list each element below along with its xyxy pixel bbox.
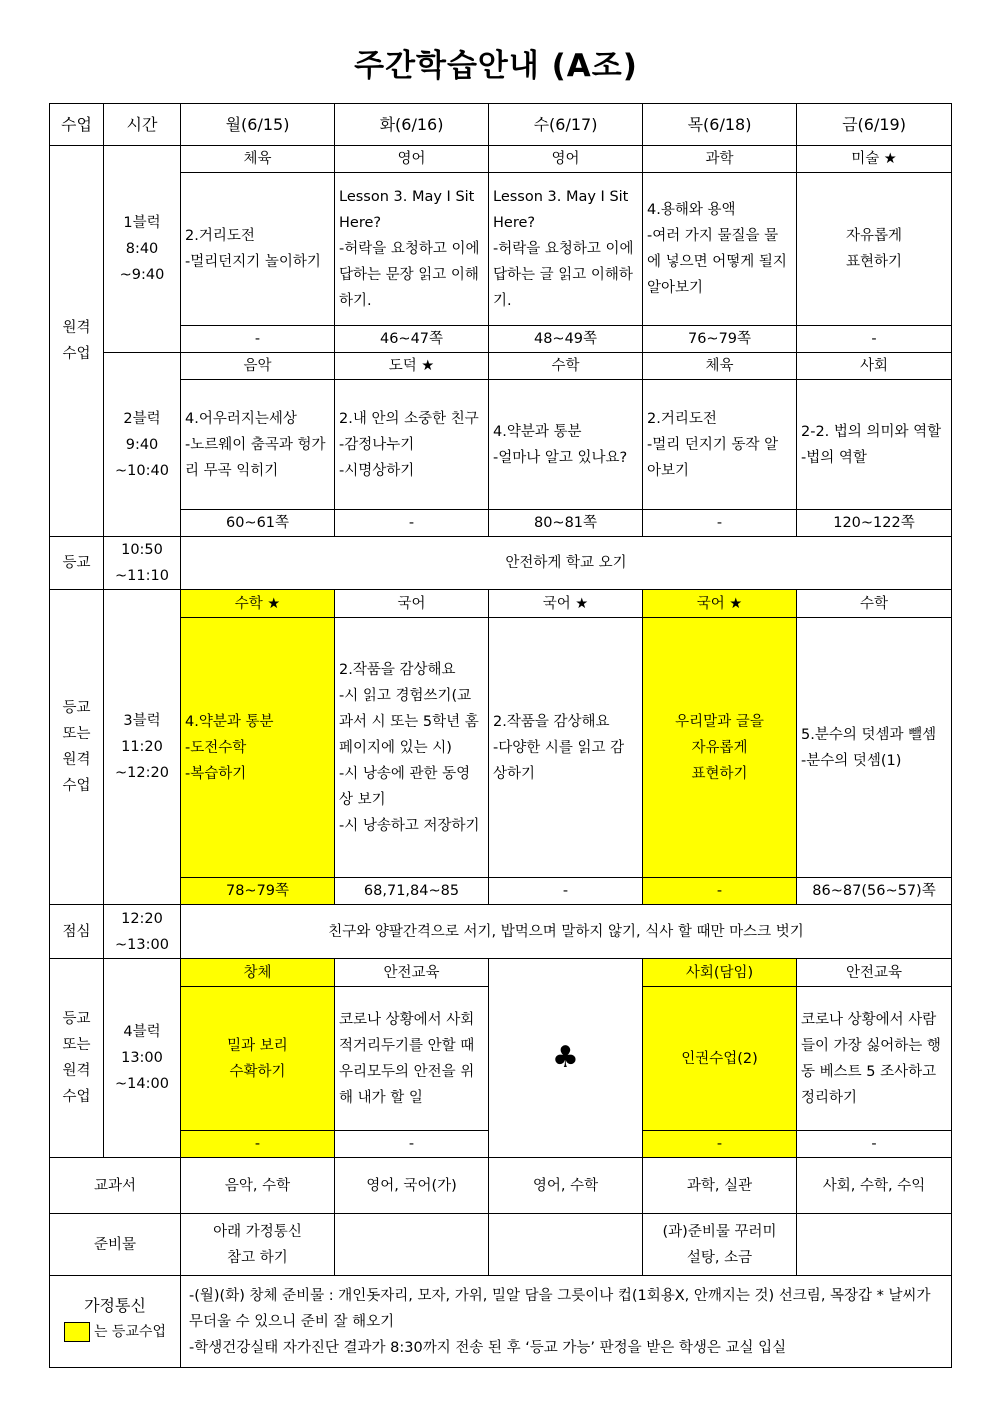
class-header: 수업: [50, 104, 104, 146]
block3-content-fri: 5.분수의 덧셈과 뺄셈 -분수의 덧셈(1): [797, 618, 952, 878]
weekly-schedule-table: [49, 103, 952, 1368]
block3-content-thu: 우리말과 글을 자유롭게 표현하기: [643, 618, 797, 878]
arrival-time: 10:50 ~11:10: [104, 537, 181, 590]
block4-content-thu: 인권수업(2): [643, 987, 797, 1131]
block2-subject-wed: 수학: [489, 353, 643, 380]
block3-pages-wed: -: [489, 878, 643, 905]
day-header-fri: 금(6/19): [797, 104, 952, 146]
block2-pages-mon: 60~61쪽: [181, 510, 335, 537]
block2-subject-thu: 체육: [643, 353, 797, 380]
block1-pages-fri: -: [797, 326, 952, 353]
block3-content-wed: 2.작품을 감상해요 -다양한 시를 읽고 감상하기: [489, 618, 643, 878]
block4-time: 4블럭 13:00 ~14:00: [104, 959, 181, 1158]
block3-time: 3블럭 11:20 ~12:20: [104, 590, 181, 905]
block4-pages-mon: -: [181, 1131, 335, 1158]
block4-subject-tue: 안전교육: [335, 959, 489, 987]
home-notice-text: -(월)(화) 창체 준비물 : 개인돗자리, 모자, 가위, 밀알 담을 그릇이나 컵(1회용X, 안깨지는 것) 선크림, 목장갑 * 날씨가 무더울 수 있으니 준비 잘 해오기 -학생건강실태 자가진단 결과가 8:30까지 전송 된 후 ‘등교 가능’ 판정을 받은 학생은 교실 입실: [181, 1276, 952, 1368]
block4-content-fri: 코로나 상황에서 사람들이 가장 싫어하는 행동 베스트 5 조사하고 정리하기: [797, 987, 952, 1131]
block1-content-wed: Lesson 3. May I Sit Here? -허락을 요청하고 이에 답하는 글 읽고 이해하기.: [489, 173, 643, 326]
day-header-tue: 화(6/16): [335, 104, 489, 146]
block2-subject-fri: 사회: [797, 353, 952, 380]
block1-subject-mon: 체육: [181, 146, 335, 173]
mixed-class-label-3: 등교 또는 원격 수업: [50, 590, 104, 905]
block2-pages-tue: -: [335, 510, 489, 537]
block3-subject-fri: 수학: [797, 590, 952, 618]
materials-label: 준비물: [50, 1214, 181, 1276]
day-header-thu: 목(6/18): [643, 104, 797, 146]
block4-content-mon: 밀과 보리 수확하기: [181, 987, 335, 1131]
block1-pages-tue: 46~47쪽: [335, 326, 489, 353]
home-notice-label: 가정통신: [84, 1295, 146, 1315]
block2-content-wed: 4.약분과 통분 -얼마나 알고 있나요?: [489, 380, 643, 510]
block2-content-thu: 2.거리도전 -멀리 던지기 동작 알아보기: [643, 380, 797, 510]
block1-content-mon: 2.거리도전 -멀리던지기 놀이하기: [181, 173, 335, 326]
lunch-note: 친구와 양팔간격으로 서기, 밥먹으며 말하지 않기, 식사 할 때만 마스크 벗기: [181, 905, 952, 959]
block2-content-mon: 4.어우러지는세상 -노르웨이 춤곡과 헝가리 무곡 익히기: [181, 380, 335, 510]
textbooks-thu: 과학, 실관: [643, 1158, 797, 1214]
block3-pages-tue: 68,71,84~85: [335, 878, 489, 905]
block1-subject-tue: 영어: [335, 146, 489, 173]
block2-pages-fri: 120~122쪽: [797, 510, 952, 537]
block4-content-tue: 코로나 상황에서 사회적거리두기를 안할 때 우리모두의 안전을 위해 내가 할 일: [335, 987, 489, 1131]
block2-pages-wed: 80~81쪽: [489, 510, 643, 537]
header-row: [50, 104, 952, 146]
block3-pages-mon: 78~79쪽: [181, 878, 335, 905]
block1-time: 1블럭 8:40 ~9:40: [104, 146, 181, 353]
block1-pages-thu: 76~79쪽: [643, 326, 797, 353]
materials-thu: (과)준비물 꾸러미 설탕, 소금: [643, 1214, 797, 1276]
block4-subject-thu: 사회(담임): [643, 959, 797, 987]
block1-content-tue: Lesson 3. May I Sit Here? -허락을 요청하고 이에 답하는 문장 읽고 이해하기.: [335, 173, 489, 326]
club-symbol: ♣: [489, 959, 643, 1158]
yellow-swatch: [64, 1322, 90, 1342]
arrival-note: 안전하게 학교 오기: [181, 537, 952, 590]
school-day-legend: [64, 1319, 166, 1345]
textbooks-mon: 음악, 수학: [181, 1158, 335, 1214]
remote-class-label: 원격 수업: [50, 146, 104, 537]
day-header-mon: 월(6/15): [181, 104, 335, 146]
time-header: 시간: [104, 104, 181, 146]
block3-pages-thu: -: [643, 878, 797, 905]
home-notice-label-cell: [50, 1276, 181, 1368]
day-header-wed: 수(6/17): [489, 104, 643, 146]
block4-pages-fri: -: [797, 1131, 952, 1158]
block2-content-tue: 2.내 안의 소중한 친구 -감정나누기 -시명상하기: [335, 380, 489, 510]
legend-text: 는 등교수업: [93, 1323, 167, 1340]
page-title: 주간학습안내 (A조): [354, 48, 638, 84]
textbooks-wed: 영어, 수학: [489, 1158, 643, 1214]
block2-time: 2블럭 9:40 ~10:40: [104, 353, 181, 537]
textbooks-label: 교과서: [50, 1158, 181, 1214]
arrival-label: 등교: [50, 537, 104, 590]
block2-subject-tue: 도덕 ★: [335, 353, 489, 380]
textbooks-fri: 사회, 수학, 수익: [797, 1158, 952, 1214]
block4-pages-tue: -: [335, 1131, 489, 1158]
block1-subject-thu: 과학: [643, 146, 797, 173]
block1-content-fri: 자유롭게 표현하기: [797, 173, 952, 326]
textbooks-tue: 영어, 국어(가): [335, 1158, 489, 1214]
materials-fri: [797, 1214, 952, 1276]
block4-subject-mon: 창체: [181, 959, 335, 987]
lunch-time: 12:20 ~13:00: [104, 905, 181, 959]
block2-subject-mon: 음악: [181, 353, 335, 380]
block3-subject-thu: 국어 ★: [643, 590, 797, 618]
materials-mon: 아래 가정통신 참고 하기: [181, 1214, 335, 1276]
materials-tue: [335, 1214, 489, 1276]
block3-subject-wed: 국어 ★: [489, 590, 643, 618]
block3-subject-tue: 국어: [335, 590, 489, 618]
materials-wed: [489, 1214, 643, 1276]
block4-pages-thu: -: [643, 1131, 797, 1158]
block1-subject-wed: 영어: [489, 146, 643, 173]
block2-pages-thu: -: [643, 510, 797, 537]
block1-pages-wed: 48~49쪽: [489, 326, 643, 353]
block3-content-tue: 2.작품을 감상해요 -시 읽고 경험쓰기(교과서 시 또는 5학년 홈페이지에 있는 시) -시 낭송에 관한 동영상 보기 -시 낭송하고 저장하기: [335, 618, 489, 878]
block1-subject-fri: 미술 ★: [797, 146, 952, 173]
block4-subject-fri: 안전교육: [797, 959, 952, 987]
block3-pages-fri: 86~87(56~57)쪽: [797, 878, 952, 905]
block3-content-mon: 4.약분과 통분 -도전수학 -복습하기: [181, 618, 335, 878]
block1-content-thu: 4.용해와 용액 -여러 가지 물질을 물에 넣으면 어떻게 될지 알아보기: [643, 173, 797, 326]
lunch-label: 점심: [50, 905, 104, 959]
block2-content-fri: 2-2. 법의 의미와 역할 -법의 역할: [797, 380, 952, 510]
block1-pages-mon: -: [181, 326, 335, 353]
block3-subject-mon: 수학 ★: [181, 590, 335, 618]
mixed-class-label-4: 등교 또는 원격 수업: [50, 959, 104, 1158]
